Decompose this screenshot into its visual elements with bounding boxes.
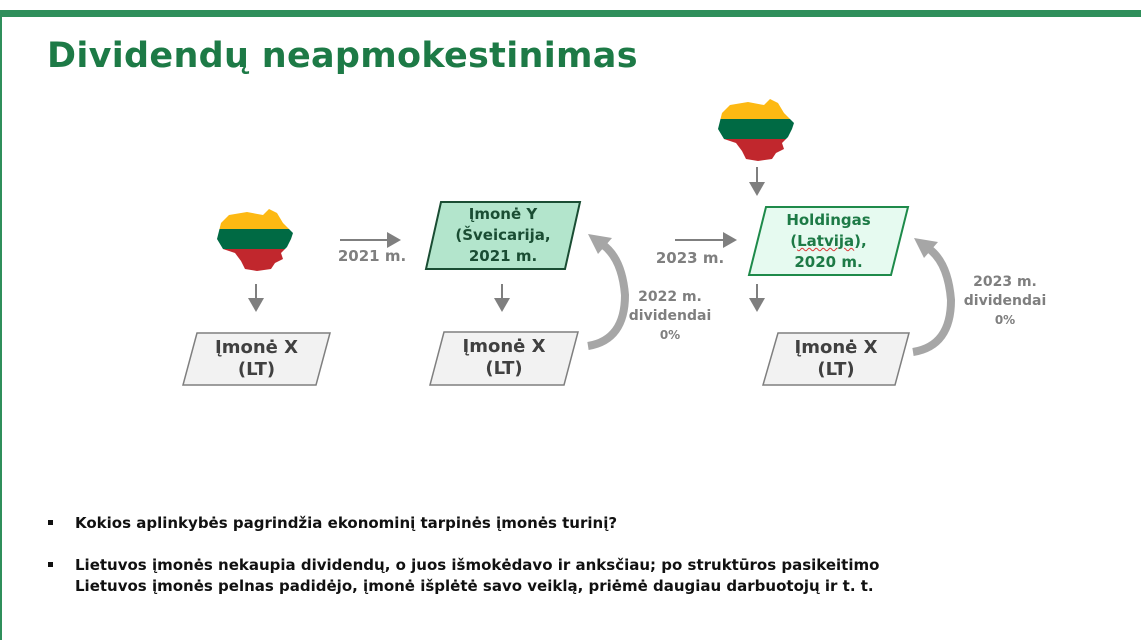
holding <box>757 210 900 273</box>
company-y-country: (Šveicarija, <box>455 226 551 244</box>
bullet-text <box>75 555 879 597</box>
dividends-word: dividendai <box>963 293 1047 309</box>
dividends-word: dividendai <box>628 308 712 324</box>
slide-title: Dividendų neapmokestinimas <box>47 36 638 76</box>
company-x-1 <box>190 337 323 381</box>
company-y-year: 2021 m. <box>468 247 538 265</box>
paren-close: ), <box>854 232 867 250</box>
arrow-label-2023: 2023 m. <box>655 249 725 267</box>
company-x-2-country: (LT) <box>485 358 523 379</box>
lithuania-flag-map-icon <box>217 209 297 273</box>
arrow-label-2021: 2021 m. <box>337 247 407 265</box>
paren-open: ( <box>790 232 798 250</box>
dividends-label-2022 <box>620 288 720 345</box>
company-x-1-name: Įmonė X <box>215 337 298 358</box>
company-x-3-name: Įmonė X <box>794 337 878 358</box>
bullet-text: Kokios aplinkybės pagrindžia ekonominį tarpinės įmonės turinį? <box>75 514 618 532</box>
dividends-label-2023 <box>955 273 1055 330</box>
bullet-line: Lietuvos įmonės pelnas padidėjo, įmonė išplėtė savo veiklą, priėmė daugiau darbuotojų ir t. t. <box>75 577 874 595</box>
bullet-marker <box>48 562 53 567</box>
dividends-rate: 0% <box>659 328 681 342</box>
holding-country-word: Latvija <box>797 232 855 250</box>
dividends-year: 2022 m. <box>638 289 702 305</box>
lithuania-flag-map-icon <box>718 99 798 163</box>
company-x-2-name: Įmonė X <box>462 336 546 357</box>
company-x-2 <box>437 336 571 380</box>
holding-name: Holdingas <box>786 211 871 229</box>
company-x-1-country: (LT) <box>237 359 276 380</box>
dividend-curved-arrow-2 <box>913 238 951 352</box>
company-y-name: Įmonė Y <box>468 205 538 223</box>
dividends-year: 2023 m. <box>973 274 1037 290</box>
company-y <box>433 204 573 267</box>
company-x-3 <box>770 337 902 381</box>
bullet-line: Lietuvos įmonės nekaupia dividendų, o juos išmokėdavo ir anksčiau; po struktūros pasikeitimo <box>75 556 880 574</box>
company-x-3-country: (LT) <box>817 359 855 380</box>
holding-country <box>757 231 900 252</box>
holding-year: 2020 m. <box>794 253 863 271</box>
bullet-marker <box>48 520 53 525</box>
dividends-rate: 0% <box>994 313 1016 327</box>
